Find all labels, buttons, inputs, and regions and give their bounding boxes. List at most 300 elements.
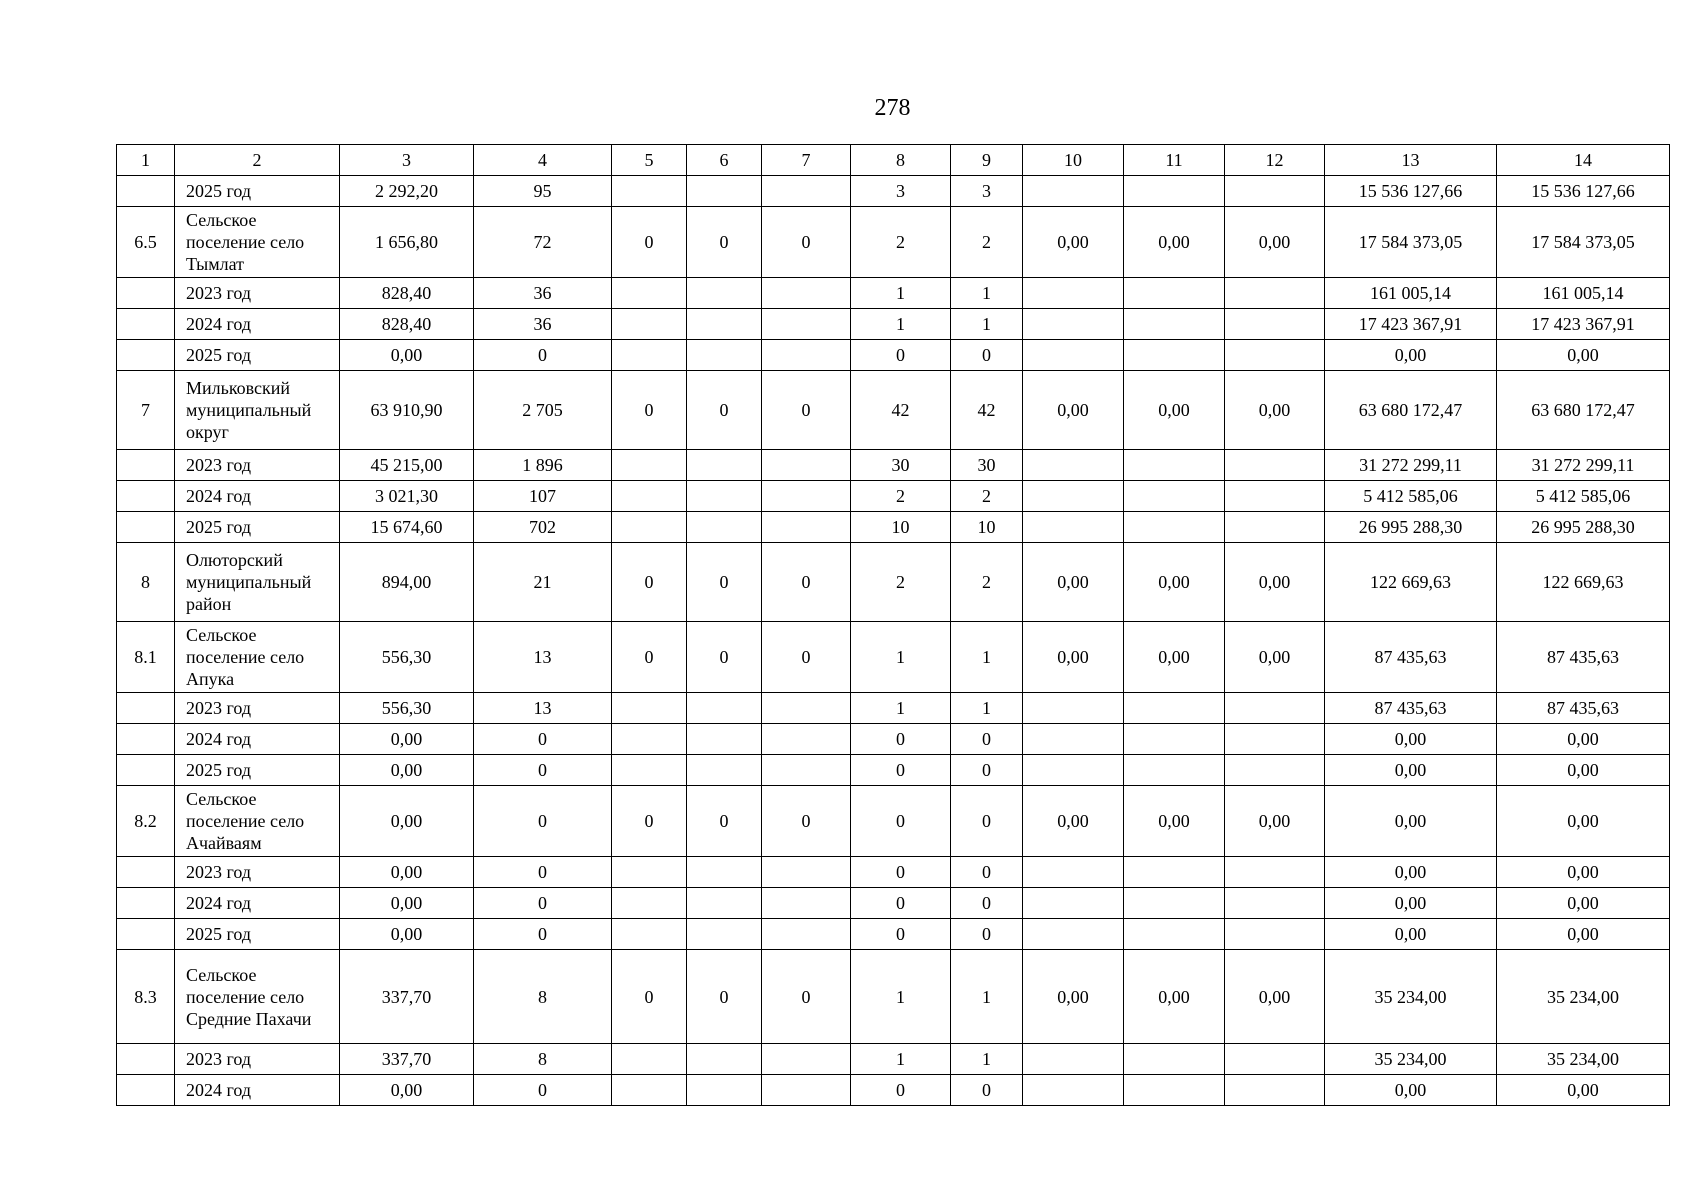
value-cell: 0 <box>762 786 851 857</box>
value-cell: 0 <box>951 1075 1023 1106</box>
value-cell <box>762 1075 851 1106</box>
row-label-cell: 2023 год <box>175 693 340 724</box>
value-cell: 0,00 <box>1023 207 1124 278</box>
value-cell: 1 <box>851 693 951 724</box>
value-cell: 35 234,00 <box>1497 950 1670 1044</box>
value-cell: 0 <box>687 622 762 693</box>
value-cell <box>1225 1075 1325 1106</box>
column-header: 10 <box>1023 145 1124 176</box>
value-cell: 3 021,30 <box>340 481 474 512</box>
value-cell: 0,00 <box>1023 622 1124 693</box>
value-cell: 828,40 <box>340 278 474 309</box>
table-row <box>117 950 1670 1044</box>
value-cell <box>1225 176 1325 207</box>
value-cell <box>1225 278 1325 309</box>
value-cell: 17 423 367,91 <box>1497 309 1670 340</box>
value-cell: 0,00 <box>1225 543 1325 622</box>
value-cell: 0,00 <box>340 340 474 371</box>
value-cell: 0 <box>951 755 1023 786</box>
value-cell <box>762 340 851 371</box>
value-cell: 2 <box>951 543 1023 622</box>
value-cell <box>612 176 687 207</box>
table-row <box>117 693 1670 724</box>
value-cell <box>762 481 851 512</box>
value-cell: 63 910,90 <box>340 371 474 450</box>
value-cell: 107 <box>474 481 612 512</box>
value-cell: 87 435,63 <box>1325 622 1497 693</box>
value-cell: 0 <box>762 207 851 278</box>
value-cell: 1 <box>851 950 951 1044</box>
value-cell: 0,00 <box>1325 755 1497 786</box>
value-cell: 0,00 <box>1325 1075 1497 1106</box>
value-cell: 0,00 <box>1023 950 1124 1044</box>
value-cell: 0,00 <box>1124 622 1225 693</box>
value-cell: 36 <box>474 278 612 309</box>
value-cell: 1 <box>851 278 951 309</box>
value-cell: 0,00 <box>340 888 474 919</box>
value-cell <box>1225 755 1325 786</box>
value-cell: 0 <box>951 786 1023 857</box>
table-row <box>117 512 1670 543</box>
column-header: 2 <box>175 145 340 176</box>
value-cell <box>687 755 762 786</box>
value-cell: 0,00 <box>340 919 474 950</box>
value-cell <box>1124 512 1225 543</box>
row-label-cell: 2025 год <box>175 176 340 207</box>
value-cell: 0 <box>851 755 951 786</box>
value-cell <box>1023 919 1124 950</box>
value-cell <box>687 888 762 919</box>
data-table <box>116 144 1670 1106</box>
value-cell: 17 584 373,05 <box>1325 207 1497 278</box>
value-cell: 0,00 <box>340 786 474 857</box>
column-header: 6 <box>687 145 762 176</box>
value-cell: 1 896 <box>474 450 612 481</box>
value-cell <box>1124 1044 1225 1075</box>
column-header: 12 <box>1225 145 1325 176</box>
value-cell: 0 <box>474 857 612 888</box>
value-cell <box>1023 512 1124 543</box>
table-row <box>117 857 1670 888</box>
value-cell: 30 <box>851 450 951 481</box>
row-label-cell: 2024 год <box>175 888 340 919</box>
value-cell: 95 <box>474 176 612 207</box>
value-cell <box>1124 481 1225 512</box>
row-label-cell: Сельское поселение село Апука <box>175 622 340 693</box>
value-cell: 0 <box>951 857 1023 888</box>
value-cell: 0 <box>474 340 612 371</box>
column-header: 5 <box>612 145 687 176</box>
value-cell: 337,70 <box>340 1044 474 1075</box>
value-cell: 13 <box>474 693 612 724</box>
row-label-cell: 2024 год <box>175 724 340 755</box>
table-row <box>117 724 1670 755</box>
column-header: 4 <box>474 145 612 176</box>
value-cell <box>1124 450 1225 481</box>
row-label-cell: 2025 год <box>175 755 340 786</box>
value-cell <box>612 309 687 340</box>
value-cell <box>762 693 851 724</box>
row-number-cell: 8.1 <box>117 622 175 693</box>
value-cell: 556,30 <box>340 622 474 693</box>
row-label-cell: Сельское поселение село Средние Пахачи <box>175 950 340 1044</box>
row-number-cell <box>117 857 175 888</box>
value-cell: 2 <box>951 207 1023 278</box>
value-cell: 36 <box>474 309 612 340</box>
value-cell: 17 584 373,05 <box>1497 207 1670 278</box>
value-cell <box>687 481 762 512</box>
row-label-cell: 2024 год <box>175 1075 340 1106</box>
value-cell <box>1225 888 1325 919</box>
value-cell: 0,00 <box>1497 340 1670 371</box>
value-cell: 0 <box>687 786 762 857</box>
value-cell <box>612 278 687 309</box>
value-cell: 10 <box>851 512 951 543</box>
row-label-cell: Олюторский муниципальный район <box>175 543 340 622</box>
value-cell: 2 <box>851 543 951 622</box>
row-label-cell: 2023 год <box>175 857 340 888</box>
value-cell: 0 <box>951 919 1023 950</box>
row-label-cell: Сельское поселение село Ачайваям <box>175 786 340 857</box>
value-cell: 8 <box>474 1044 612 1075</box>
value-cell <box>762 512 851 543</box>
value-cell: 63 680 172,47 <box>1325 371 1497 450</box>
table-row <box>117 1044 1670 1075</box>
value-cell: 0 <box>612 543 687 622</box>
value-cell <box>762 857 851 888</box>
value-cell: 0,00 <box>1124 950 1225 1044</box>
value-cell: 0 <box>687 950 762 1044</box>
row-label-cell: 2024 год <box>175 481 340 512</box>
row-number-cell <box>117 450 175 481</box>
table-row <box>117 340 1670 371</box>
value-cell: 13 <box>474 622 612 693</box>
value-cell: 0 <box>851 1075 951 1106</box>
value-cell: 10 <box>951 512 1023 543</box>
header-row <box>117 145 1670 176</box>
value-cell <box>687 309 762 340</box>
table-row <box>117 786 1670 857</box>
row-number-cell <box>117 755 175 786</box>
value-cell: 0,00 <box>1325 340 1497 371</box>
value-cell: 31 272 299,11 <box>1325 450 1497 481</box>
value-cell <box>1023 755 1124 786</box>
value-cell: 17 423 367,91 <box>1325 309 1497 340</box>
row-label-cell: Мильковский муниципальный округ <box>175 371 340 450</box>
value-cell: 0 <box>851 786 951 857</box>
value-cell: 0 <box>851 857 951 888</box>
value-cell <box>687 278 762 309</box>
value-cell <box>687 450 762 481</box>
column-header: 1 <box>117 145 175 176</box>
value-cell: 42 <box>851 371 951 450</box>
value-cell: 0 <box>474 1075 612 1106</box>
value-cell: 0 <box>762 622 851 693</box>
column-header: 8 <box>851 145 951 176</box>
value-cell: 0 <box>612 950 687 1044</box>
value-cell: 0,00 <box>1497 786 1670 857</box>
value-cell <box>762 919 851 950</box>
value-cell: 2 <box>951 481 1023 512</box>
value-cell <box>687 176 762 207</box>
row-label-cell: 2023 год <box>175 450 340 481</box>
value-cell <box>762 176 851 207</box>
value-cell: 0,00 <box>340 755 474 786</box>
value-cell: 0 <box>762 371 851 450</box>
value-cell: 2 <box>851 207 951 278</box>
value-cell: 35 234,00 <box>1325 950 1497 1044</box>
row-number-cell <box>117 340 175 371</box>
row-number-cell <box>117 724 175 755</box>
value-cell <box>1124 724 1225 755</box>
value-cell <box>612 340 687 371</box>
row-number-cell <box>117 693 175 724</box>
value-cell: 87 435,63 <box>1497 693 1670 724</box>
table-row <box>117 176 1670 207</box>
row-label-cell: 2023 год <box>175 1044 340 1075</box>
value-cell: 0,00 <box>1023 543 1124 622</box>
value-cell <box>612 857 687 888</box>
row-number-cell <box>117 1044 175 1075</box>
value-cell: 0,00 <box>340 724 474 755</box>
value-cell <box>762 1044 851 1075</box>
value-cell: 0,00 <box>1497 724 1670 755</box>
value-cell <box>1225 857 1325 888</box>
value-cell <box>1124 693 1225 724</box>
value-cell: 45 215,00 <box>340 450 474 481</box>
value-cell <box>1124 176 1225 207</box>
value-cell: 0,00 <box>1124 543 1225 622</box>
value-cell: 0,00 <box>1225 622 1325 693</box>
row-number-cell: 8.2 <box>117 786 175 857</box>
value-cell: 5 412 585,06 <box>1497 481 1670 512</box>
value-cell <box>1023 1044 1124 1075</box>
value-cell: 0 <box>474 888 612 919</box>
value-cell <box>1023 340 1124 371</box>
value-cell: 30 <box>951 450 1023 481</box>
row-number-cell <box>117 512 175 543</box>
value-cell: 0,00 <box>1325 724 1497 755</box>
value-cell: 894,00 <box>340 543 474 622</box>
value-cell: 0 <box>851 919 951 950</box>
value-cell: 337,70 <box>340 950 474 1044</box>
value-cell <box>612 512 687 543</box>
value-cell: 0,00 <box>1023 786 1124 857</box>
value-cell: 1 <box>851 1044 951 1075</box>
value-cell <box>687 1075 762 1106</box>
value-cell <box>1023 693 1124 724</box>
row-label-cell: 2025 год <box>175 919 340 950</box>
value-cell: 122 669,63 <box>1325 543 1497 622</box>
table-row <box>117 481 1670 512</box>
value-cell: 161 005,14 <box>1325 278 1497 309</box>
value-cell <box>687 857 762 888</box>
row-label-cell: 2024 год <box>175 309 340 340</box>
value-cell <box>762 450 851 481</box>
row-number-cell <box>117 278 175 309</box>
value-cell: 1 <box>851 309 951 340</box>
value-cell: 3 <box>951 176 1023 207</box>
page-number: 278 <box>874 95 911 121</box>
value-cell: 26 995 288,30 <box>1325 512 1497 543</box>
table-row <box>117 278 1670 309</box>
value-cell <box>612 450 687 481</box>
value-cell: 0,00 <box>1225 950 1325 1044</box>
value-cell: 1 <box>951 622 1023 693</box>
value-cell: 0,00 <box>1497 888 1670 919</box>
row-label-cell: 2025 год <box>175 512 340 543</box>
value-cell: 0,00 <box>1325 786 1497 857</box>
column-header: 11 <box>1124 145 1225 176</box>
value-cell <box>612 724 687 755</box>
row-number-cell: 8.3 <box>117 950 175 1044</box>
row-number-cell <box>117 919 175 950</box>
value-cell: 0,00 <box>340 1075 474 1106</box>
value-cell <box>612 693 687 724</box>
value-cell: 0 <box>687 543 762 622</box>
value-cell: 21 <box>474 543 612 622</box>
value-cell <box>1124 857 1225 888</box>
value-cell: 0,00 <box>1325 919 1497 950</box>
value-cell: 0,00 <box>1497 919 1670 950</box>
value-cell: 2 292,20 <box>340 176 474 207</box>
value-cell <box>762 888 851 919</box>
value-cell <box>687 693 762 724</box>
value-cell <box>762 724 851 755</box>
value-cell <box>1124 888 1225 919</box>
value-cell: 31 272 299,11 <box>1497 450 1670 481</box>
value-cell: 8 <box>474 950 612 1044</box>
value-cell: 0,00 <box>1124 786 1225 857</box>
value-cell <box>612 1044 687 1075</box>
value-cell: 0,00 <box>1225 371 1325 450</box>
table-row <box>117 888 1670 919</box>
value-cell: 0 <box>687 371 762 450</box>
value-cell: 2 705 <box>474 371 612 450</box>
value-cell: 0 <box>851 724 951 755</box>
value-cell <box>1023 1075 1124 1106</box>
value-cell <box>687 919 762 950</box>
value-cell: 122 669,63 <box>1497 543 1670 622</box>
column-header: 7 <box>762 145 851 176</box>
value-cell: 1 <box>951 278 1023 309</box>
value-cell: 15 536 127,66 <box>1325 176 1497 207</box>
value-cell: 1 <box>851 622 951 693</box>
value-cell: 0 <box>474 724 612 755</box>
column-header: 3 <box>340 145 474 176</box>
value-cell <box>1023 857 1124 888</box>
value-cell <box>612 481 687 512</box>
value-cell <box>1023 309 1124 340</box>
row-label-cell: Сельское поселение село Тымлат <box>175 207 340 278</box>
row-number-cell <box>117 481 175 512</box>
value-cell: 0,00 <box>1225 786 1325 857</box>
value-cell <box>1225 919 1325 950</box>
column-header: 14 <box>1497 145 1670 176</box>
table-row <box>117 371 1670 450</box>
value-cell: 35 234,00 <box>1497 1044 1670 1075</box>
value-cell <box>1023 888 1124 919</box>
value-cell <box>687 512 762 543</box>
value-cell: 63 680 172,47 <box>1497 371 1670 450</box>
value-cell: 556,30 <box>340 693 474 724</box>
value-cell <box>1124 1075 1225 1106</box>
value-cell <box>1225 309 1325 340</box>
value-cell: 0,00 <box>340 857 474 888</box>
row-number-cell <box>117 176 175 207</box>
table-row <box>117 543 1670 622</box>
value-cell <box>1225 693 1325 724</box>
table-row <box>117 450 1670 481</box>
value-cell: 1 <box>951 950 1023 1044</box>
value-cell: 26 995 288,30 <box>1497 512 1670 543</box>
value-cell <box>687 340 762 371</box>
value-cell: 3 <box>851 176 951 207</box>
value-cell: 0 <box>851 340 951 371</box>
value-cell: 1 <box>951 693 1023 724</box>
table-row <box>117 919 1670 950</box>
value-cell <box>1124 919 1225 950</box>
value-cell <box>612 755 687 786</box>
value-cell: 0,00 <box>1225 207 1325 278</box>
row-number-cell: 7 <box>117 371 175 450</box>
value-cell: 161 005,14 <box>1497 278 1670 309</box>
value-cell: 1 <box>951 309 1023 340</box>
value-cell: 0 <box>762 950 851 1044</box>
value-cell: 0,00 <box>1325 857 1497 888</box>
value-cell: 0 <box>951 340 1023 371</box>
value-cell <box>1023 481 1124 512</box>
value-cell: 0 <box>612 207 687 278</box>
value-cell <box>1124 278 1225 309</box>
value-cell <box>1023 724 1124 755</box>
value-cell <box>1023 176 1124 207</box>
value-cell: 702 <box>474 512 612 543</box>
value-cell <box>1124 755 1225 786</box>
value-cell: 0,00 <box>1325 888 1497 919</box>
table-row <box>117 755 1670 786</box>
value-cell <box>762 755 851 786</box>
value-cell: 2 <box>851 481 951 512</box>
value-cell: 15 674,60 <box>340 512 474 543</box>
row-number-cell: 6.5 <box>117 207 175 278</box>
value-cell: 0 <box>474 786 612 857</box>
value-cell: 35 234,00 <box>1325 1044 1497 1075</box>
row-label-cell: 2023 год <box>175 278 340 309</box>
value-cell: 42 <box>951 371 1023 450</box>
table-row <box>117 622 1670 693</box>
value-cell <box>762 309 851 340</box>
value-cell <box>1225 481 1325 512</box>
value-cell: 0 <box>762 543 851 622</box>
table-row <box>117 309 1670 340</box>
value-cell <box>1225 1044 1325 1075</box>
value-cell: 1 <box>951 1044 1023 1075</box>
table-body <box>117 145 1670 1106</box>
value-cell <box>1023 278 1124 309</box>
value-cell <box>1124 340 1225 371</box>
column-header: 13 <box>1325 145 1497 176</box>
value-cell: 0,00 <box>1124 207 1225 278</box>
value-cell: 0,00 <box>1023 371 1124 450</box>
value-cell <box>762 278 851 309</box>
row-number-cell <box>117 888 175 919</box>
value-cell <box>1124 309 1225 340</box>
row-label-cell: 2025 год <box>175 340 340 371</box>
value-cell: 0 <box>612 622 687 693</box>
row-number-cell <box>117 309 175 340</box>
value-cell <box>1023 450 1124 481</box>
